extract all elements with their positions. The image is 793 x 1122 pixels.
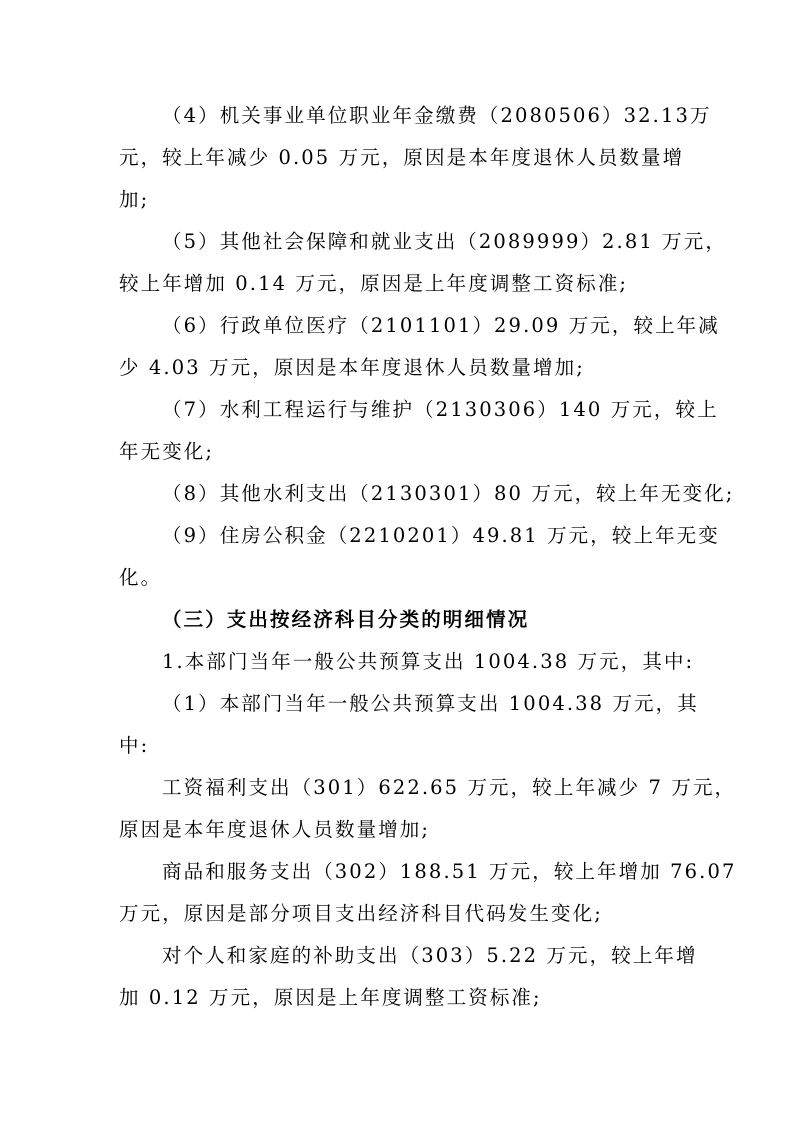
- text-line-5: 较上年增加 0.14 万元，原因是上年度调整工资标准;: [119, 272, 629, 295]
- text-line-12: 化。: [119, 566, 163, 589]
- text-line-11: （9）住房公积金（2210201）49.81 万元，较上年无变: [162, 524, 720, 547]
- text-line-4: （5）其他社会保障和就业支出（2089999）2.81 万元，: [162, 230, 727, 253]
- text-line-14: 1.本部门当年一般公共预算支出 1004.38 万元，其中:: [162, 650, 695, 673]
- text-line-18: 原因是本年度退休人员数量增加;: [119, 818, 431, 841]
- text-line-22: 加 0.12 万元，原因是上年度调整工资标准;: [119, 986, 542, 1009]
- text-line-6: （6）行政单位医疗（2101101）29.09 万元，较上年减: [162, 314, 720, 337]
- text-line-1: （4）机关事业单位职业年金缴费（2080506）32.13万: [162, 104, 712, 127]
- section-heading: （三）支出按经济科目分类的明细情况: [162, 608, 530, 631]
- text-line-10: （8）其他水利支出（2130301）80 万元，较上年无变化;: [162, 482, 735, 505]
- text-line-19: 商品和服务支出（302）188.51 万元，较上年增加 76.07: [162, 860, 737, 883]
- text-line-17: 工资福利支出（301）622.65 万元，较上年减少 7 万元，: [162, 776, 737, 799]
- text-line-15: （1）本部门当年一般公共预算支出 1004.38 万元，其: [162, 692, 699, 715]
- text-line-2: 元，较上年减少 0.05 万元，原因是本年度退休人员数量增: [119, 146, 685, 169]
- text-line-3: 加;: [119, 188, 150, 211]
- text-line-21: 对个人和家庭的补助支出（303）5.22 万元，较上年增: [162, 944, 698, 967]
- text-line-16: 中:: [119, 734, 150, 757]
- text-line-7: 少 4.03 万元，原因是本年度退休人员数量增加;: [119, 356, 585, 379]
- text-line-8: （7）水利工程运行与维护（2130306）140 万元，较上: [162, 398, 719, 421]
- text-line-9: 年无变化;: [119, 440, 215, 463]
- text-line-20: 万元，原因是部分项目支出经济科目代码发生变化;: [119, 902, 603, 925]
